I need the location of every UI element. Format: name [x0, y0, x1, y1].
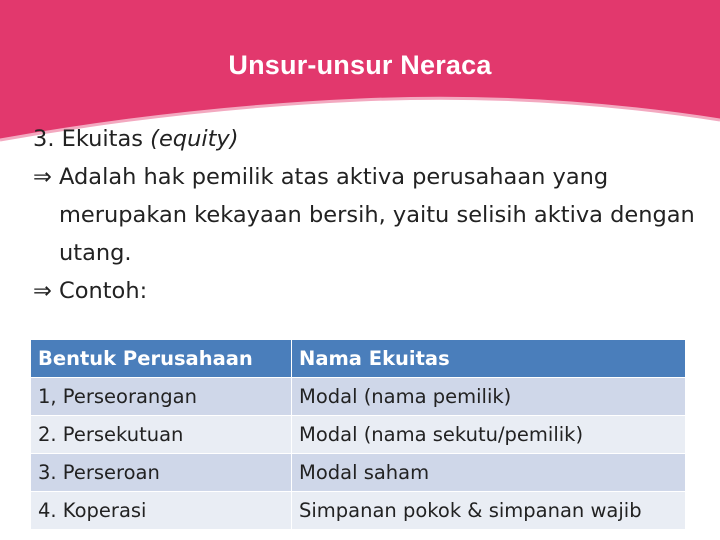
- slide-content: [33, 120, 703, 310]
- cell-nama-ekuitas: Simpanan pokok & simpanan wajib: [292, 492, 686, 530]
- cell-nama-ekuitas: Modal saham: [292, 454, 686, 492]
- section-heading: [33, 120, 703, 158]
- table-row: [31, 492, 686, 530]
- table-row: [31, 416, 686, 454]
- cell-nama-ekuitas: Modal (nama pemilik): [292, 378, 686, 416]
- bullet-definition: [33, 158, 703, 272]
- slide-title: Unsur-unsur Neraca: [228, 50, 492, 80]
- implies-arrow-icon: ⇒: [33, 164, 52, 190]
- cell-bentuk: 3. Perseroan: [31, 454, 292, 492]
- table-row: [31, 454, 686, 492]
- implies-arrow-icon: ⇒: [33, 278, 52, 304]
- heading-subtitle: (equity): [150, 126, 239, 152]
- header-nama-ekuitas: Nama Ekuitas: [292, 340, 686, 378]
- header-bentuk-perusahaan: Bentuk Perusahaan: [31, 340, 292, 378]
- bullet-definition-text: Adalah hak pemilik atas aktiva perusahaan yang merupakan kekayaan bersih, yaitu selisih aktiva dengan utang.: [59, 164, 695, 266]
- equity-table: [30, 339, 686, 530]
- cell-bentuk: 2. Persekutuan: [31, 416, 292, 454]
- heading-main: 3. Ekuitas: [33, 126, 151, 152]
- table-row: [31, 378, 686, 416]
- cell-bentuk: 1, Perseorangan: [31, 378, 292, 416]
- table-header-row: [31, 340, 686, 378]
- cell-bentuk: 4. Koperasi: [31, 492, 292, 530]
- bullet-example-text: Contoh:: [59, 278, 148, 304]
- bullet-example: [33, 272, 703, 310]
- cell-nama-ekuitas: Modal (nama sekutu/pemilik): [292, 416, 686, 454]
